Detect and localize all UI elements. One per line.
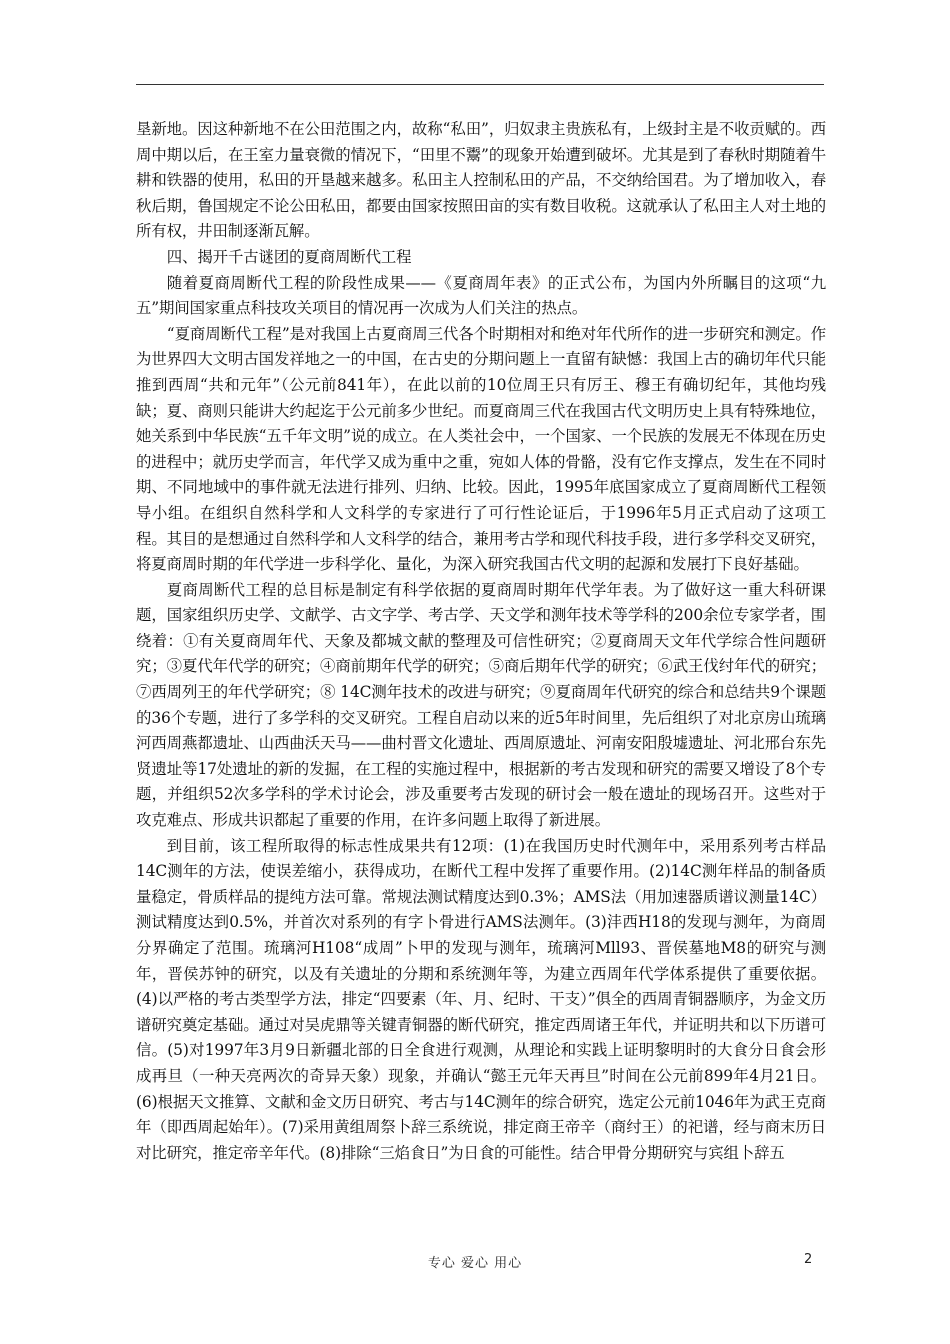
paragraph: 随着夏商周断代工程的阶段性成果——《夏商周年表》的正式公布，为国内外所瞩目的这项“九五”期间国家重点科技攻关项目的情况再一次成为人们关注的热点。 (136, 273, 826, 318)
paragraph: 夏商周断代工程的总目标是制定有科学依据的夏商周时期年代学年表。为了做好这一重大科研课题，国家组织历史学、文献学、古文字学、考古学、天文学和测年技术等学科的200余位专家学者，围绕着：①有关夏商周年代、天象及都城文献的整理及可信性研究；②夏商周天文年代学综合性问题研究；③夏代年代学的研究；④商前期年代学的研究；⑤商后期年代学的研究；⑥武王伐纣年代的研究；⑦西周列王的年代学研究；⑧ 14C测年技术的改进与研究；⑨夏商周年代研究的综合和总结共9个课题的36个专题，进行了多学科的交叉研究。工程自启动以来的近5年时间里，先后组织了对北京房山琉璃河西周燕都遗址、山西曲沃天马——曲村晋文化遗址、西周原遗址、河南安阳殷墟遗址、河北邢台东先贤遗址等17处遗址的新的发掘，在工程的实施过程中，根据新的考古发现和研究的需要又增设了8个专题，并组织52次多学科的学术讨论会，涉及重要考古发现的研讨会一般在遗址的现场召开。这些对于攻克难点、形成共识都起了重要的作用，在许多问题上取得了新进展。 (136, 580, 826, 830)
page-number: 2 (804, 1252, 813, 1267)
footer-slogan: 专心 爱心 用心 (427, 1256, 523, 1271)
section-heading: 四、揭开千古谜团的夏商周断代工程 (166, 247, 412, 266)
paragraph: 到目前，该工程所取得的标志性成果共有12项：(1)在我国历史时代测年中，采用系列考古样品14C测年的方法，使误差缩小，获得成功，在断代工程中发挥了重要作用。(2)14C测年样品的制备质量稳定，骨质样品的提纯方法可靠。常规法测试精度达到0.3%；AMS法（用加速器质谱议测量14C）测试精度达到0.5%，并首次对系列的有字卜骨进行AMS法测年。(3)沣西H18的发现与测年，为商周分界确定了范围。琉璃河H108“成周”卜甲的发现与测年，琉璃河Mll93、晋侯墓地M8的研究与测年，晋侯苏钟的研究，以及有关遗址的分期和系统测年等，为建立西周年代学体系提供了重要依据。(4)以严格的考古类型学方法，排定“四要素（年、月、纪时、干支）”俱全的西周青铜器顺序，为金文历谱研究奠定基础。通过对吴虎鼎等关键青铜器的断代研究，推定西周诸王年代，并证明共和以下历谱可信。(5)对1997年3月9日新疆北部的日全食进行观测，从理论和实践上证明黎明时的大食分日食会形成再旦（一种天亮两次的奇异天象）现象，并确认“懿王元年天再旦”时间在公元前899年4月21日。(6)根据天文推算、文献和金文历日研究、考古与14C测年的综合研究，选定公元前1046年为武王克商年（即西周起始年）。(7)采用黄组周祭卜辞三系统说，排定商王帝辛（商纣王）的祀谱，经与商末历日对比研究，推定帝辛年代。(8)排除“三焰食日”为日食的可能性。结合甲骨分期研究与宾组卜辞五 (136, 836, 826, 1162)
paragraph-continuation: 垦新地。因这种新地不在公田范围之内，故称“私田”，归奴隶主贵族私有，上级封主是不收贡赋的。西周中期以后，在王室力量衰微的情况下，“田里不鬻”的现象开始遭到破坏。尤其是到了春秋时期随着牛耕和铁器的使用，私田的开垦越来越多。私田主人控制私田的产品，不交纳给国君。为了增加收入，春秋后期，鲁国规定不论公田私田，都要由国家按照田亩的实有数目收税。这就承认了私田主人对土地的所有权，井田制逐渐瓦解。 (136, 120, 826, 241)
paragraph: “夏商周断代工程”是对我国上古夏商周三代各个时期相对和绝对年代所作的进一步研究和测定。作为世界四大文明古国发祥地之一的中国，在古史的分期问题上一直留有缺憾：我国上古的确切年代只能推到西周“共和元年”（公元前841年），在此以前的10位周王只有厉王、穆王有确切纪年，其他均残缺；夏、商则只能讲大约起迄于公元前多少世纪。而夏商周三代在我国古代文明历史上具有特殊地位，她关系到中华民族“五千年文明”说的成立。在人类社会中，一个国家、一个民族的发展无不体现在历史的进程中；就历史学而言，年代学又成为重中之重，宛如人体的骨骼，没有它作支撑点，发生在不同时期、不同地域中的事件就无法进行排列、归纳、比较。因此，1995年底国家成立了夏商周断代工程领导小组。在组织自然科学和人文科学的专家进行了可行性论证后，于1996年5月正式启动了这项工程。其目的是想通过自然科学和人文科学的结合，兼用考古学和现代科技手段，进行多学科交叉研究，将夏商周时期的年代学进一步科学化、量化，为深入研究我国古代文明的起源和发展打下良好基础。 (136, 324, 826, 574)
header-rule (136, 84, 824, 85)
page-body (136, 117, 826, 1166)
